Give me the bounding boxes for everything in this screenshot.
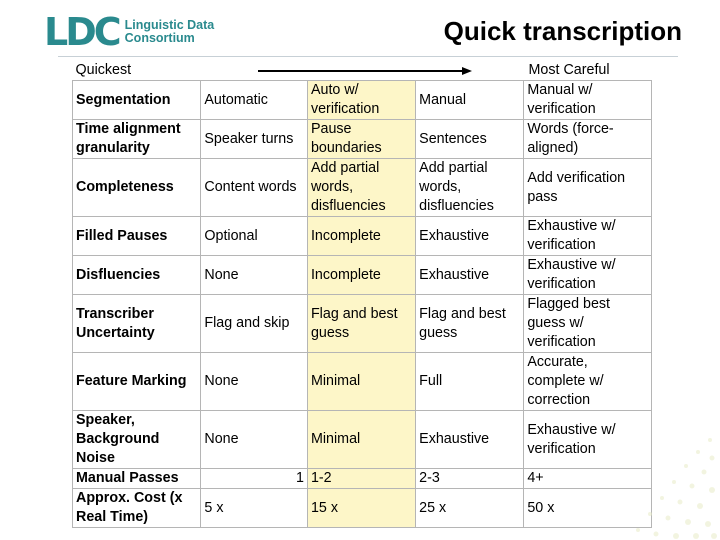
- row-label: Manual Passes: [73, 469, 201, 489]
- cell-level-3: Sentences: [416, 120, 524, 159]
- cell-level-3: Exhaustive: [416, 217, 524, 256]
- cell-level-3: Manual: [416, 81, 524, 120]
- cell-level-4: Exhaustive w/ verification: [524, 256, 652, 295]
- row-label: Segmentation: [73, 81, 201, 120]
- decorative-dot-pattern: [620, 430, 720, 540]
- cell-level-1: Speaker turns: [201, 120, 308, 159]
- logo-line-2: Consortium: [124, 31, 195, 45]
- cell-level-1: None: [201, 353, 308, 411]
- cell-level-4: Flagged best guess w/ verification: [524, 295, 652, 353]
- cell-level-4: Add verification pass: [524, 159, 652, 217]
- cell-level-2: Pause boundaries: [307, 120, 415, 159]
- table-header-row: [73, 61, 652, 81]
- cell-level-3: Full: [416, 353, 524, 411]
- cell-level-4: Manual w/ verification: [524, 81, 652, 120]
- table-row: [73, 159, 652, 217]
- table-row: [73, 217, 652, 256]
- title-divider: [58, 56, 678, 57]
- cell-level-2: Flag and best guess: [307, 295, 415, 353]
- cell-level-3: Add partial words, disfluencies: [416, 159, 524, 217]
- cell-level-2: Auto w/ verification: [307, 81, 415, 120]
- row-label: Feature Marking: [73, 353, 201, 411]
- cell-level-4: 50 x: [524, 489, 652, 528]
- cell-level-3: Exhaustive: [416, 256, 524, 295]
- cell-level-1: Content words: [201, 159, 308, 217]
- table-row: [73, 256, 652, 295]
- slide-title: Quick transcription: [443, 16, 682, 46]
- table-row: [73, 353, 652, 411]
- cell-level-2: 15 x: [307, 489, 415, 528]
- row-label: Approx. Cost (x Real Time): [73, 489, 201, 528]
- ldc-logo: [44, 12, 214, 52]
- cell-level-3: 25 x: [416, 489, 524, 528]
- cell-level-4: 4+: [524, 469, 652, 489]
- cell-level-1: Flag and skip: [201, 295, 308, 353]
- table-row: [73, 295, 652, 353]
- table-row: [73, 489, 652, 528]
- row-label: Time alignment granularity: [73, 120, 201, 159]
- header-most-careful: Most Careful: [528, 62, 610, 78]
- cell-level-2: Minimal: [307, 411, 415, 469]
- cell-level-3: Flag and best guess: [416, 295, 524, 353]
- logo-mark: LDC: [44, 10, 119, 54]
- row-label: Speaker, Background Noise: [73, 411, 201, 469]
- cell-level-1: None: [201, 411, 308, 469]
- header-quickest: Quickest: [75, 62, 132, 78]
- table-row: [73, 81, 652, 120]
- logo-text: [125, 19, 215, 45]
- cell-level-4: Accurate, complete w/ correction: [524, 353, 652, 411]
- cell-level-2: Add partial words, disfluencies: [307, 159, 415, 217]
- cell-level-3: 2-3: [416, 469, 524, 489]
- row-label: Completeness: [73, 159, 201, 217]
- cell-level-1: None: [201, 256, 308, 295]
- cell-level-2: 1-2: [307, 469, 415, 489]
- table-row: [73, 120, 652, 159]
- row-label: Disfluencies: [73, 256, 201, 295]
- table-row: [73, 411, 652, 469]
- transcription-comparison-table: [72, 61, 652, 528]
- cell-level-1: Automatic: [201, 81, 308, 120]
- cell-level-2: Minimal: [307, 353, 415, 411]
- cell-level-4: Exhaustive w/ verification: [524, 411, 652, 469]
- table-row: [73, 469, 652, 489]
- cell-level-1: 5 x: [201, 489, 308, 528]
- cell-level-1: 1: [201, 469, 308, 489]
- cell-level-4: Exhaustive w/ verification: [524, 217, 652, 256]
- logo-line-1: Linguistic Data: [124, 18, 215, 32]
- cell-level-2: Incomplete: [307, 256, 415, 295]
- cell-level-3: Exhaustive: [416, 411, 524, 469]
- cell-level-2: Incomplete: [307, 217, 415, 256]
- row-label: Filled Pauses: [73, 217, 201, 256]
- header-cell: [73, 61, 652, 81]
- cell-level-1: Optional: [201, 217, 308, 256]
- cell-level-4: Words (force-aligned): [524, 120, 652, 159]
- row-label: Transcriber Uncertainty: [73, 295, 201, 353]
